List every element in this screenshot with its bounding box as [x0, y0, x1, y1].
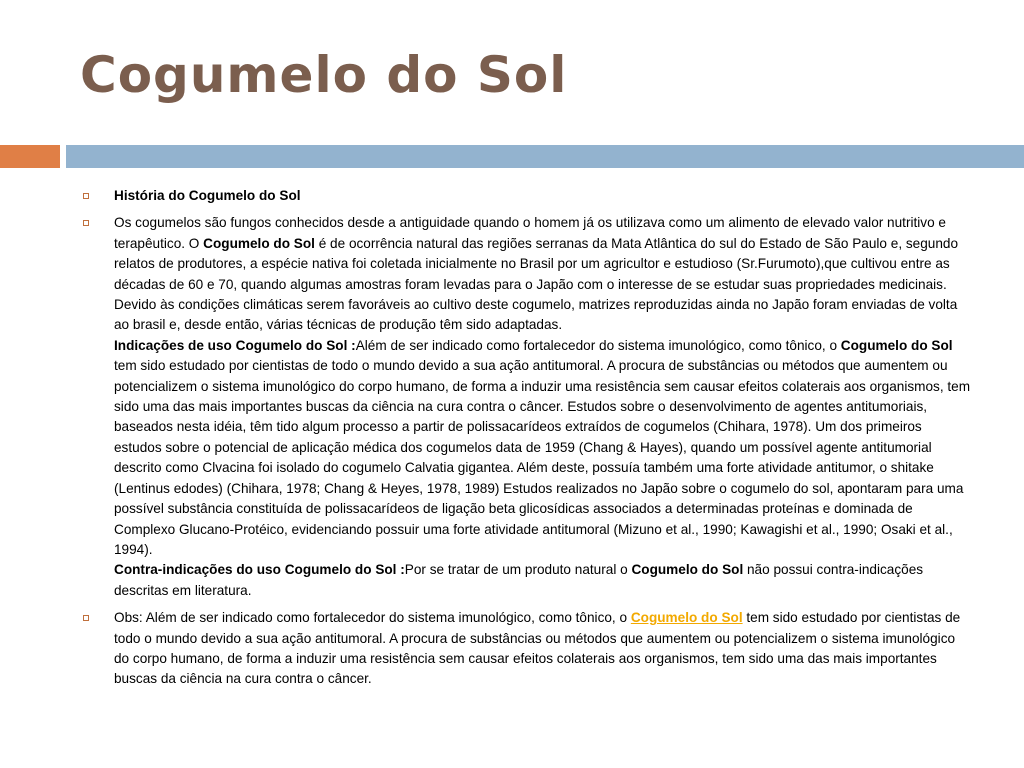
paragraph-history: Os cogumelos são fungos conhecidos desde a antiguidade quando o homem já os utilizava como um alimento de elevado valor nutritivo e terapêutico. O Cogumelo do Sol é de ocorrência natural das regiões serranas da Mata Atlântica do sul do Estado de São Paulo e, segundo relatos de produtores, a espécie nativa foi coletada inicialmente no Brasil por um agricultor e estudioso (Sr.Furumoto),que cultivou entre as décadas de 60 e 70, quando algumas amostras foram levadas para o Japão com o interesse de se estudar suas propriedades medicinais. Devido às condições climáticas serem favoráveis ao cultivo deste cogumelo, matrizes reproduzidas ainda no Japão foram enviadas de volta ao brasil e, desde então, várias técnicas de produção têm sido adaptadas. — [114, 215, 959, 333]
section-heading: História do Cogumelo do Sol — [114, 188, 301, 203]
slide-content — [80, 186, 972, 697]
header-band — [66, 145, 1024, 168]
paragraph-contraindications: Contra-indicações do uso Cogumelo do Sol :Por se tratar de um produto natural o Cogumelo do Sol não possui contra-indicações descritas em literatura. — [114, 562, 924, 598]
paragraph-indications: Indicações de uso Cogumelo do Sol :Além de ser indicado como fortalecedor do sistema imunológico, como tônico, o Cogumelo do Sol tem sido estudado por cientistas de todo o mundo devido a sua ação antitumoral. A procura de substâncias ou métodos que aumentem ou potencializem o sistema imunológico do corpo humano, de forma a induzir uma resistência sem causar efeitos colaterais aos organismos, tem sido uma das mais importantes buscas da ciência na cura contra o câncer. Estudos sobre o desenvolvimento de agentes antitumoriais, baseados nesta idéia, têm tido algum processo a partir de polissacarídeos extraídos de cogumelos (Chihara, 1978). Um dos primeiros estudos sobre o potencial de aplicação médica dos cogumelos data de 1959 (Chang & Hayes), quando um possível agente antitumorial descrito como Clvacina foi isolado do cogumelo Calvatia gigantea. Além deste, possuía também uma forte atividade antitumor, o shitake (Lentinus edodes) (Chihara, 1978; Chang & Heyes, 1978, 1989) Estudos realizados no Japão sobre o cogumelo do sol, apontaram para uma possível substância constituída de polissacarídeos de ligação beta glicosídicas associados a determinadas proteínas e dominada de Complexo Glucano-Protéico, evidenciando possuir uma forte atividade antitumoral (Mizuno et al., 1990; Kawagishi et al., 1990; Osaki et al., 1994). — [114, 337, 971, 557]
paragraph-obs: Obs: Além de ser indicado como fortalecedor do sistema imunológico, como tônico, o Cogumelo do Sol tem sido estudado por cientistas de todo o mundo devido a sua ação antitumoral. A procura de substâncias ou métodos que aumentem ou potencializem o sistema imunológico do corpo humano, de forma a induzir uma resistência sem causar efeitos colaterais aos organismos, tem sido uma das mais importantes buscas da ciência na cura contra o câncer. — [114, 610, 961, 687]
slide-title: Cogumelo do Sol — [80, 46, 568, 104]
list-item — [80, 213, 972, 601]
square-bullet-icon — [83, 220, 89, 226]
cogumelo-do-sol-link[interactable]: Cogumelo do Sol — [630, 610, 743, 626]
accent-bar — [0, 145, 60, 168]
square-bullet-icon — [83, 615, 89, 621]
square-bullet-icon — [83, 193, 89, 199]
list-item — [80, 186, 972, 206]
list-item — [80, 608, 972, 690]
